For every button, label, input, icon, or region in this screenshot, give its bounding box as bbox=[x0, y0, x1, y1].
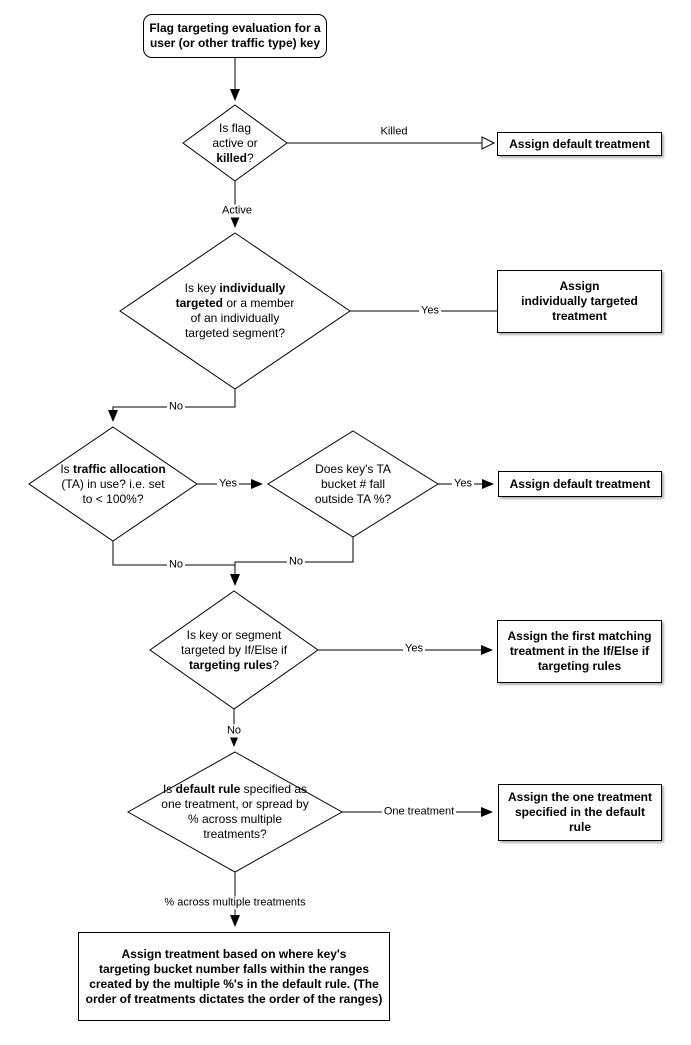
edge-label-active: Active bbox=[222, 204, 252, 217]
start-node bbox=[143, 14, 327, 58]
edge-label-no-rules: No bbox=[226, 724, 242, 737]
edge-label-yes-outside: Yes bbox=[454, 477, 472, 490]
decision-individual-targeting-label: Is key individually targeted or a member of an individually targeted segment? bbox=[175, 281, 295, 340]
result-default-treatment-ta: Assign default treatment bbox=[498, 471, 662, 497]
result-bucket-ranges: Assign treatment based on where key's targeting bucket number falls within the ranges created by the multiple %'s in the default rule. (The order of treatments dictates the order of the ranges) bbox=[78, 932, 390, 1021]
result-default-treatment-killed: Assign default treatment bbox=[497, 132, 662, 156]
edge-label-no-individual: No bbox=[168, 400, 184, 413]
edge-label-one-treatment: One treatment bbox=[383, 805, 455, 818]
decision-targeting-rules-label: Is key or segment targeted by If/Else if targeting rules? bbox=[180, 627, 288, 672]
edge-label-yes-individual: Yes bbox=[421, 304, 439, 317]
edge-label-killed: Killed bbox=[380, 125, 408, 138]
result-first-matching-treatment: Assign the first matching treatment in the If/Else if targeting rules bbox=[497, 620, 662, 683]
decision-traffic-allocation-label: Is traffic allocation (TA) in use? i.e. set to < 100%? bbox=[60, 461, 166, 506]
edge-label-yes-ta: Yes bbox=[219, 477, 237, 490]
start-node-line: user (or other traffic type) key bbox=[149, 36, 321, 50]
result-individually-targeted-treatment: Assign individually targeted treatment bbox=[497, 270, 662, 333]
edge-label-no-ta: No bbox=[168, 558, 184, 571]
result-one-treatment: Assign the one treatment specified in the default rule bbox=[498, 784, 662, 841]
decision-flag-status-label: Is flag active or killed? bbox=[212, 120, 258, 165]
start-node-line: Flag targeting evaluation for a bbox=[149, 21, 321, 35]
decision-ta-bucket-label: Does key's TA bucket # fall outside TA %? bbox=[314, 461, 392, 506]
edge-label-yes-rules: Yes bbox=[405, 642, 423, 655]
decision-default-rule-label: Is default rule specified as one treatment, or spread by % across multiple treatments? bbox=[161, 782, 309, 841]
edge-label-no-outside: No bbox=[288, 555, 304, 568]
edge-label-pct-across: % across multiple treatments bbox=[164, 896, 306, 909]
